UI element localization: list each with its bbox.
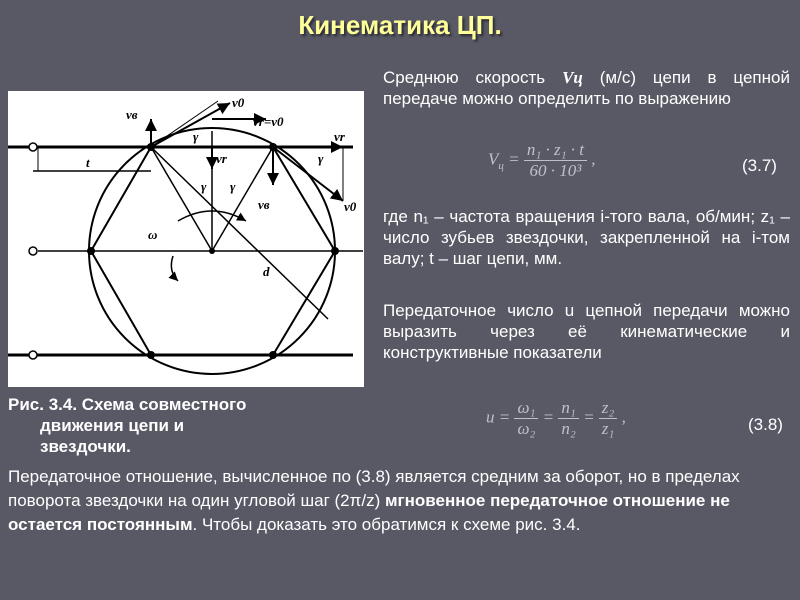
label-vb-left: vв [126,107,138,122]
formula1-lhs: V [488,149,499,169]
formula2-number: (3.8) [748,415,783,434]
label-gamma-1: γ [193,129,199,144]
intro-text: Среднюю скорость [383,68,546,87]
chain-sprocket-diagram [8,91,364,387]
slide-title: Кинематика ЦП. [298,10,502,40]
label-v0-top: v0 [232,95,245,110]
formula1-number: (3.7) [742,156,777,175]
label-omega: ω [148,227,158,242]
formula2-f3-num: z₂ [599,398,618,419]
formula1-lhs-sub: ц [498,159,504,172]
figure-caption [8,394,378,457]
formula2-f2-den: n₂ [561,419,576,438]
label-vb-right: vв [258,197,270,212]
velocity-symbol: Vц [562,68,583,87]
bottom-bold: мгновенное передаточное отношение не остается постоянным [8,491,730,534]
intro-paragraph [383,67,790,109]
formula1-fraction [524,140,587,181]
label-vr-eq: vr=v0 [253,114,284,129]
label-t: t [86,155,90,170]
ratio-intro-paragraph: Передаточное число u цепной передачи можно выразить через её кинематические и конструктивные показатели [383,301,790,362]
formula2-fraction-omega [514,398,538,439]
bottom-part-1: Передаточное отношение, вычисленное по (3.8) является средним за оборот, но в пределах поворота звездочки на один угловой шаг (2π/z) [8,467,740,510]
formula1-numerator: n₁ · z₁ · t [524,140,587,161]
label-vr-right: vr [334,129,345,144]
caption-line-1: Рис. 3.4. Схема совместного [8,395,247,414]
formula2-fraction-n [558,398,578,439]
intro-rest: (м/с) цепи в цепной передаче можно определить по выражению [383,68,790,108]
label-gamma-2: γ [201,179,207,194]
formula-3-7: $V_ц$ = $\frac{\text{n₁ · z₁ · t}}{\text{60 · 10³}}$ , [488,140,596,180]
formula2-fraction-z [599,398,618,439]
label-d: d [263,264,270,279]
formula1-denominator: 60 · 10³ [529,161,582,180]
label-gamma-4: γ [318,151,324,166]
bottom-part-2: . Чтобы доказать это обратимся к схеме рис. 3.4. [192,515,581,534]
label-vr-center: vr [216,151,227,166]
formula2-f1-num: ω₁ [514,398,538,419]
bottom-paragraph [8,465,793,537]
formula2-f2-num: n₁ [558,398,578,419]
formula-3-8: u = $\frac{\text{ω₁}}{\text{ω₂}}$ = $\frac{\text{n₁}}{\text{n₂}}$ = $\frac{\text{z₂}}{\text{z₁}}$ , [486,398,626,438]
caption-line-3: звездочки. [40,437,131,456]
label-v0-right: v0 [344,199,357,214]
formula2-f3-den: z₁ [601,419,615,438]
formula2-lhs: u [486,407,495,427]
definitions-paragraph: где n₁ – частота вращения i-того вала, об/мин; z₁ – число зубьев звездочки, закрепленной на i-том валу; t – шаг цепи, мм. [383,207,790,268]
formula2-f1-den: ω₂ [517,419,536,438]
caption-line-2: движения цепи и [40,416,185,435]
label-gamma-3: γ [230,179,236,194]
